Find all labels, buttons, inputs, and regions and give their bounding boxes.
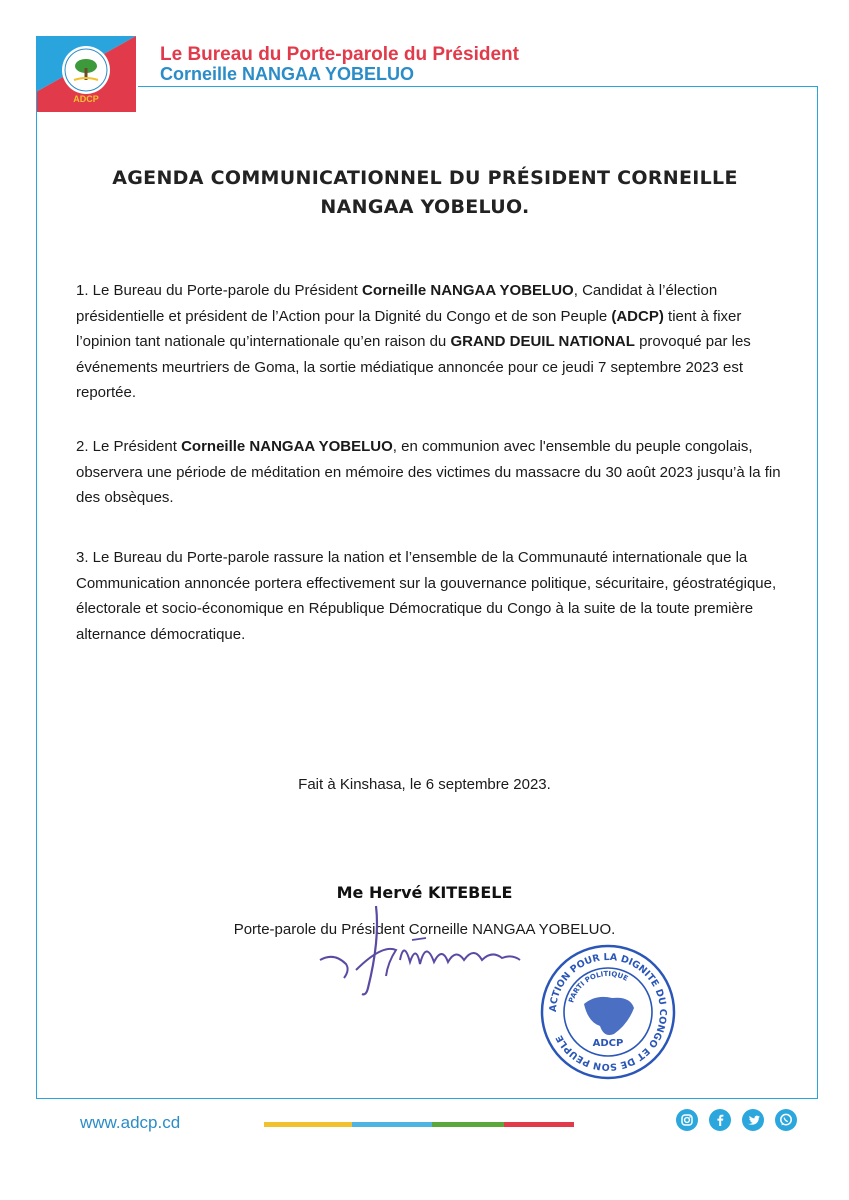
color-bar-blue <box>352 1122 432 1127</box>
p1-text-g: provoqué par les événements meurtriers de Goma, la sortie médiatique annoncée pour ce jeudi 7 septembre 2023 est reportée. <box>76 333 751 401</box>
header-president-name: Corneille NANGAA YOBELUO <box>160 64 415 84</box>
twitter-icon[interactable] <box>742 1109 764 1131</box>
website-link[interactable]: www.adcp.cd <box>80 1113 181 1132</box>
p2-text-a: 2. Le Président <box>76 438 182 455</box>
stamp-inner-text: PARTI POLITIQUE <box>567 969 630 1004</box>
p1-bold-deuil: GRAND DEUIL NATIONAL <box>450 333 635 350</box>
p2-text-c: , en communion avec l'ensemble du peuple congolais, observera une période de méditation en mémoire des victimes du massacre du 30 août 2023 jusqu’à la fin des obsèques. <box>76 438 781 506</box>
signatory-role: Porte-parole du Président Corneille NANGAA YOBELUO. <box>233 921 616 938</box>
instagram-icon[interactable] <box>676 1109 698 1131</box>
title-line-2: NANGAA YOBELUO. <box>320 196 530 218</box>
svg-text:ADCP: ADCP <box>73 94 99 104</box>
paragraph-3: 3. Le Bureau du Porte-parole rassure la nation et l’ensemble de la Communauté internationale que la Communication annoncée portera effectivement sur la gouvernance politique, sécuritaire, géostratégique, électorale et socio-économique en République Démocratique du Congo à la suite de la toute première alternance démocratique. <box>76 549 777 643</box>
document-title <box>80 164 770 222</box>
signatory-name: Me Hervé KITEBELE <box>336 883 513 902</box>
paragraph-1 <box>76 278 796 406</box>
paragraph-2 <box>76 434 796 511</box>
official-stamp <box>538 942 678 1082</box>
header-office-title: Le Bureau du Porte-parole du Président <box>160 44 519 65</box>
p1-bold-name: Corneille NANGAA YOBELUO <box>362 282 574 299</box>
handwritten-signature <box>316 900 546 1010</box>
p1-bold-adcp: (ADCP) <box>611 307 664 325</box>
stamp-center-text: ADCP <box>592 1038 624 1049</box>
title-line-1: AGENDA COMMUNICATIONNEL DU PRÉSIDENT CORNEILLE <box>112 167 738 189</box>
p1-text-c: , Candidat à l’élection présidentielle et président de l’Action pour la Dignité du Congo et de son Peuple <box>76 282 718 325</box>
color-bar-red <box>504 1122 574 1127</box>
stamp-ring-text: ACTION POUR LA DIGNITE DU CONGO ET DE SON PEUPLE <box>547 951 669 1073</box>
whatsapp-icon[interactable] <box>775 1109 797 1131</box>
p1-text-a: 1. Le Bureau du Porte-parole du Président <box>76 282 363 299</box>
color-bar-yellow <box>264 1122 352 1127</box>
place-and-date: Fait à Kinshasa, le 6 septembre 2023. <box>298 776 551 793</box>
p1-text-e: tient à fixer l’opinion tant nationale qu’internationale qu’en raison du <box>76 307 742 350</box>
p2-bold-name: Corneille NANGAA YOBELUO <box>181 438 393 455</box>
color-bar-green <box>432 1122 504 1127</box>
facebook-icon[interactable] <box>709 1109 731 1131</box>
